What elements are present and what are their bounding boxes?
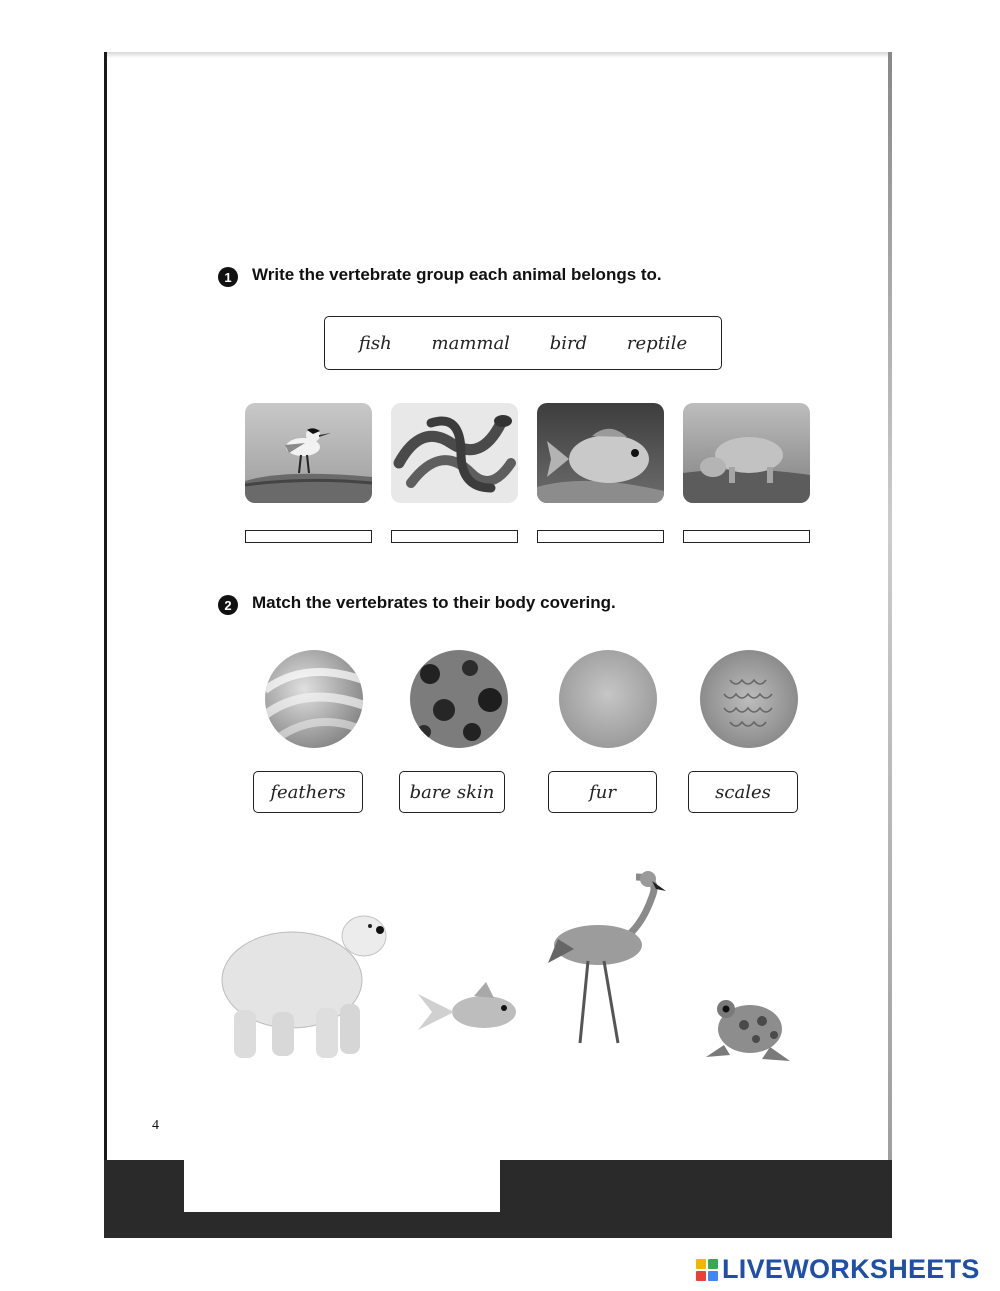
word-bank-item: reptile <box>626 332 688 354</box>
word-bank-item: fish <box>358 332 392 354</box>
pig-photo <box>683 403 810 503</box>
word-bank <box>324 316 722 370</box>
polar-bear-image[interactable] <box>212 900 392 1065</box>
covering-label: fur <box>589 781 616 803</box>
snake-photo <box>391 403 518 503</box>
liveworksheets-logo[interactable] <box>696 1254 980 1285</box>
fish-photo <box>537 403 664 503</box>
answer-input-2[interactable] <box>391 530 518 543</box>
answer-input-4[interactable] <box>683 530 810 543</box>
covering-bare-skin[interactable] <box>399 771 505 813</box>
question-1-badge: 1 <box>218 267 238 287</box>
covering-feathers[interactable] <box>253 771 363 813</box>
goldfish-image[interactable] <box>414 978 524 1038</box>
page-left-edge <box>104 52 107 1238</box>
word-bank-item: mammal <box>431 332 510 354</box>
bare-skin-texture <box>410 650 508 748</box>
liveworksheets-blocks-icon <box>696 1259 718 1281</box>
page-number: 4 <box>152 1118 159 1133</box>
answer-input-1[interactable] <box>245 530 372 543</box>
flamingo-image[interactable] <box>548 865 668 1055</box>
question-1-instruction: Write the vertebrate group each animal belongs to. <box>252 265 662 284</box>
answer-input-3[interactable] <box>537 530 664 543</box>
fur-texture <box>559 650 657 748</box>
feathers-texture <box>265 650 363 748</box>
covering-label: feathers <box>270 781 346 803</box>
liveworksheets-wordmark: LIVEWORKSHEETS <box>722 1254 980 1284</box>
covering-scales[interactable] <box>688 771 798 813</box>
page-top-shadow <box>104 52 892 58</box>
covering-fur[interactable] <box>548 771 657 813</box>
word-bank-item: bird <box>549 332 588 354</box>
covering-label: scales <box>715 781 771 803</box>
question-2-badge: 2 <box>218 595 238 615</box>
page-bottom-label-area <box>184 1160 500 1212</box>
tern-bird-photo <box>245 403 372 503</box>
frog-image[interactable] <box>700 985 795 1065</box>
page-right-edge <box>888 52 892 1238</box>
covering-label: bare skin <box>409 781 495 803</box>
question-2-instruction: Match the vertebrates to their body covering. <box>252 593 616 612</box>
scales-texture <box>700 650 798 748</box>
